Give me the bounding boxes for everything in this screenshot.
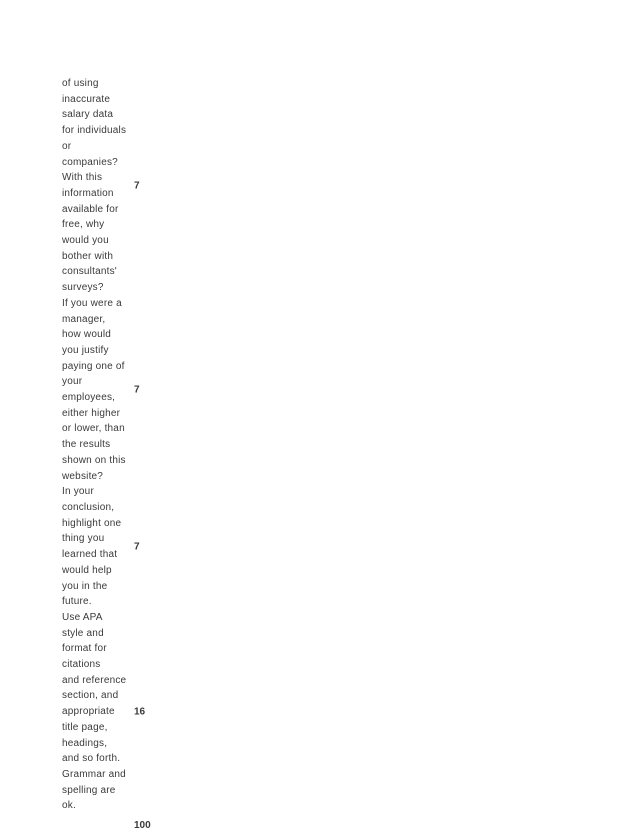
grading-rubric	[62, 76, 262, 840]
rubric-criterion: Use APA style and format for citations and reference section, and appropriate title page, headings, and so forth. Grammar and spelling are ok.	[62, 611, 127, 812]
rubric-points: 16	[134, 706, 146, 718]
rubric-points: 7	[134, 180, 140, 192]
rubric-row	[62, 296, 262, 484]
rubric-criterion: of using inaccurate salary data for individuals or companies? With this information available for free, why would you bother with consultants' surveys?	[62, 78, 127, 294]
rubric-criterion: If you were a manager, how would you justify paying one of your employees, either higher or lower, than the results shown on this website?	[62, 297, 126, 482]
rubric-row	[62, 610, 262, 814]
rubric-points: 7	[134, 384, 140, 396]
rubric-total-points: 100	[134, 820, 151, 832]
rubric-criterion: In your conclusion, highlight one thing you learned that would help you in the future.	[62, 486, 122, 608]
rubric-row	[62, 484, 262, 610]
rubric-total-row	[62, 814, 262, 840]
rubric-row	[62, 76, 262, 296]
rubric-points: 7	[134, 541, 140, 553]
